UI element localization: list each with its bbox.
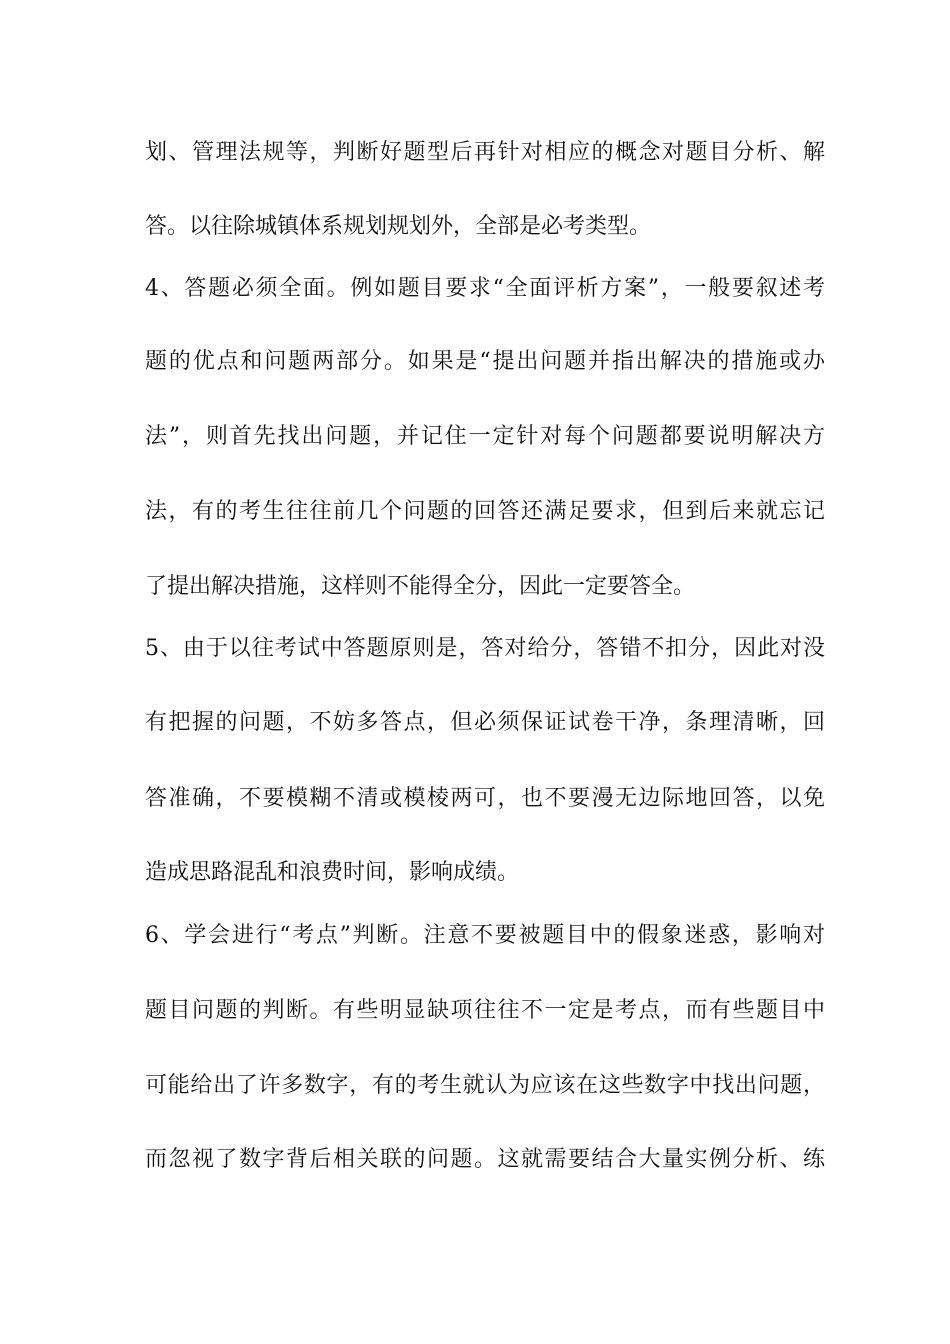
text-line: 了提出解决措施，这样则不能得全分，因此一定要答全。 (145, 574, 696, 599)
text-line: 答。以往除城镇体系规划规划外，全部是必考类型。 (145, 214, 652, 239)
text-line: 4、答题必须全面。例如题目要求“全面评析方案”，一般要叙述考 (145, 276, 825, 301)
text-line: 法”，则首先找出问题，并记住一定针对每个问题都要说明解决方 (145, 424, 825, 449)
text-line: 有把握的问题，不妨多答点，但必须保证试卷干净，条理清晰，回 (145, 710, 825, 735)
text-line: 造成思路混乱和浪费时间，影响成绩。 (145, 860, 520, 885)
text-line: 答准确，不要模糊不清或模棱两可，也不要漫无边际地回答，以免 (145, 786, 825, 811)
text-line: 6、学会进行“考点”判断。注意不要被题目中的假象迷惑，影响对 (145, 923, 825, 948)
text-line: 题目问题的判断。有些明显缺项往往不一定是考点，而有些题目中 (145, 998, 825, 1023)
text-line: 可能给出了许多数字，有的考生就认为应该在这些数字中找出问题， (145, 1073, 825, 1098)
text-line: 题的优点和问题两部分。如果是“提出问题并指出解决的措施或办 (145, 349, 825, 374)
text-line: 划、管理法规等，判断好题型后再针对相应的概念对题目分析、解 (145, 140, 825, 165)
text-line: 而忽视了数字背后相关联的问题。这就需要结合大量实例分析、练 (145, 1147, 825, 1172)
text-line: 5、由于以往考试中答题原则是，答对给分，答错不扣分，因此对没 (145, 636, 825, 661)
text-line: 法，有的考生往往前几个问题的回答还满足要求，但到后来就忘记 (145, 499, 825, 524)
